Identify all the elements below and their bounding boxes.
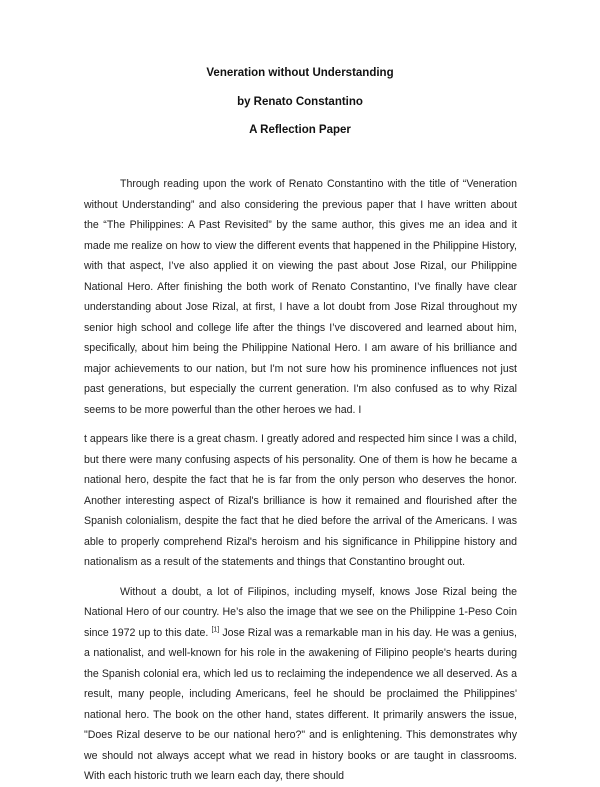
paper-subtitle: A Reflection Paper — [249, 124, 351, 136]
paragraph-1: Through reading upon the work of Renato Constantino with the title of “Veneration without Understanding” and also considering the previous paper that I have written about the “The Philippines: A Past Revisited” by the same author, this gives me an idea and it made me realize on how to view the different events that happened in the Philippine History, with that aspect, I’ve also applied it on viewing the past about Jose Rizal, our Philippine National Hero. After finishing the both work of Renato Constantino, I’ve finally have clear understanding about Jose Rizal, at first, I have a lot doubt from Jose Rizal throughout my senior high school and college life after the things I’ve discovered and learned about him, specifically, about him being the Philippine National Hero. I am aware of his brilliance and major achievements to our nation, but I'm not sure how his prominence influences not just past generations, but especially the current generation. I'm also confused as to why Rizal seems to be more powerful than the other heroes we had. I — [84, 178, 517, 416]
paragraph-3-text-start: Without a doubt, a lot of Filipinos, including myself, knows Jose Rizal being the National Hero of our country. He’s also the image that we see on the Philippine 1-Peso Coin since 1972 up to this date. — [84, 585, 517, 639]
paper-title: Veneration without Understanding — [206, 67, 394, 79]
paragraph-3 — [84, 582, 517, 787]
title-block — [0, 66, 600, 152]
footnote-reference: [1] — [211, 625, 220, 633]
body-text — [84, 174, 517, 787]
paragraph-2: t appears like there is a great chasm. I greatly adored and respected him since I was a child, but there were many confusing aspects of his personality. One of them is how he became a national hero, despite the fact that he is far from the only person who deserves the honor. Another interesting aspect of Rizal's brilliance is how it remained and flourished after the Spanish colonialism, despite the fact that he died before the arrival of the Americans. I was able to properly comprehend Rizal's heroism and his significance in Philippine history and nationalism as a result of the statements and things that Constantino brought out. — [84, 433, 517, 568]
paper-author: by Renato Constantino — [237, 95, 363, 108]
paragraph-3-text-end: Jose Rizal was a remarkable man in his day. He was a genius, a nationalist, and well-known for his role in the awakening of Filipino people's hearts during the Spanish colonial era, which led us to reclaiming the independence we all deserved. As a result, many people, including Americans, feel he should be proclaimed the Philippines' national hero. The book on the other hand, states different. It primarily answers the issue, "Does Rizal deserve to be our national hero?" and is enlightening. This demonstrates why we should not always accept what we read in history books or are taught in classrooms. With each historic truth we learn each day, there should — [84, 626, 517, 782]
